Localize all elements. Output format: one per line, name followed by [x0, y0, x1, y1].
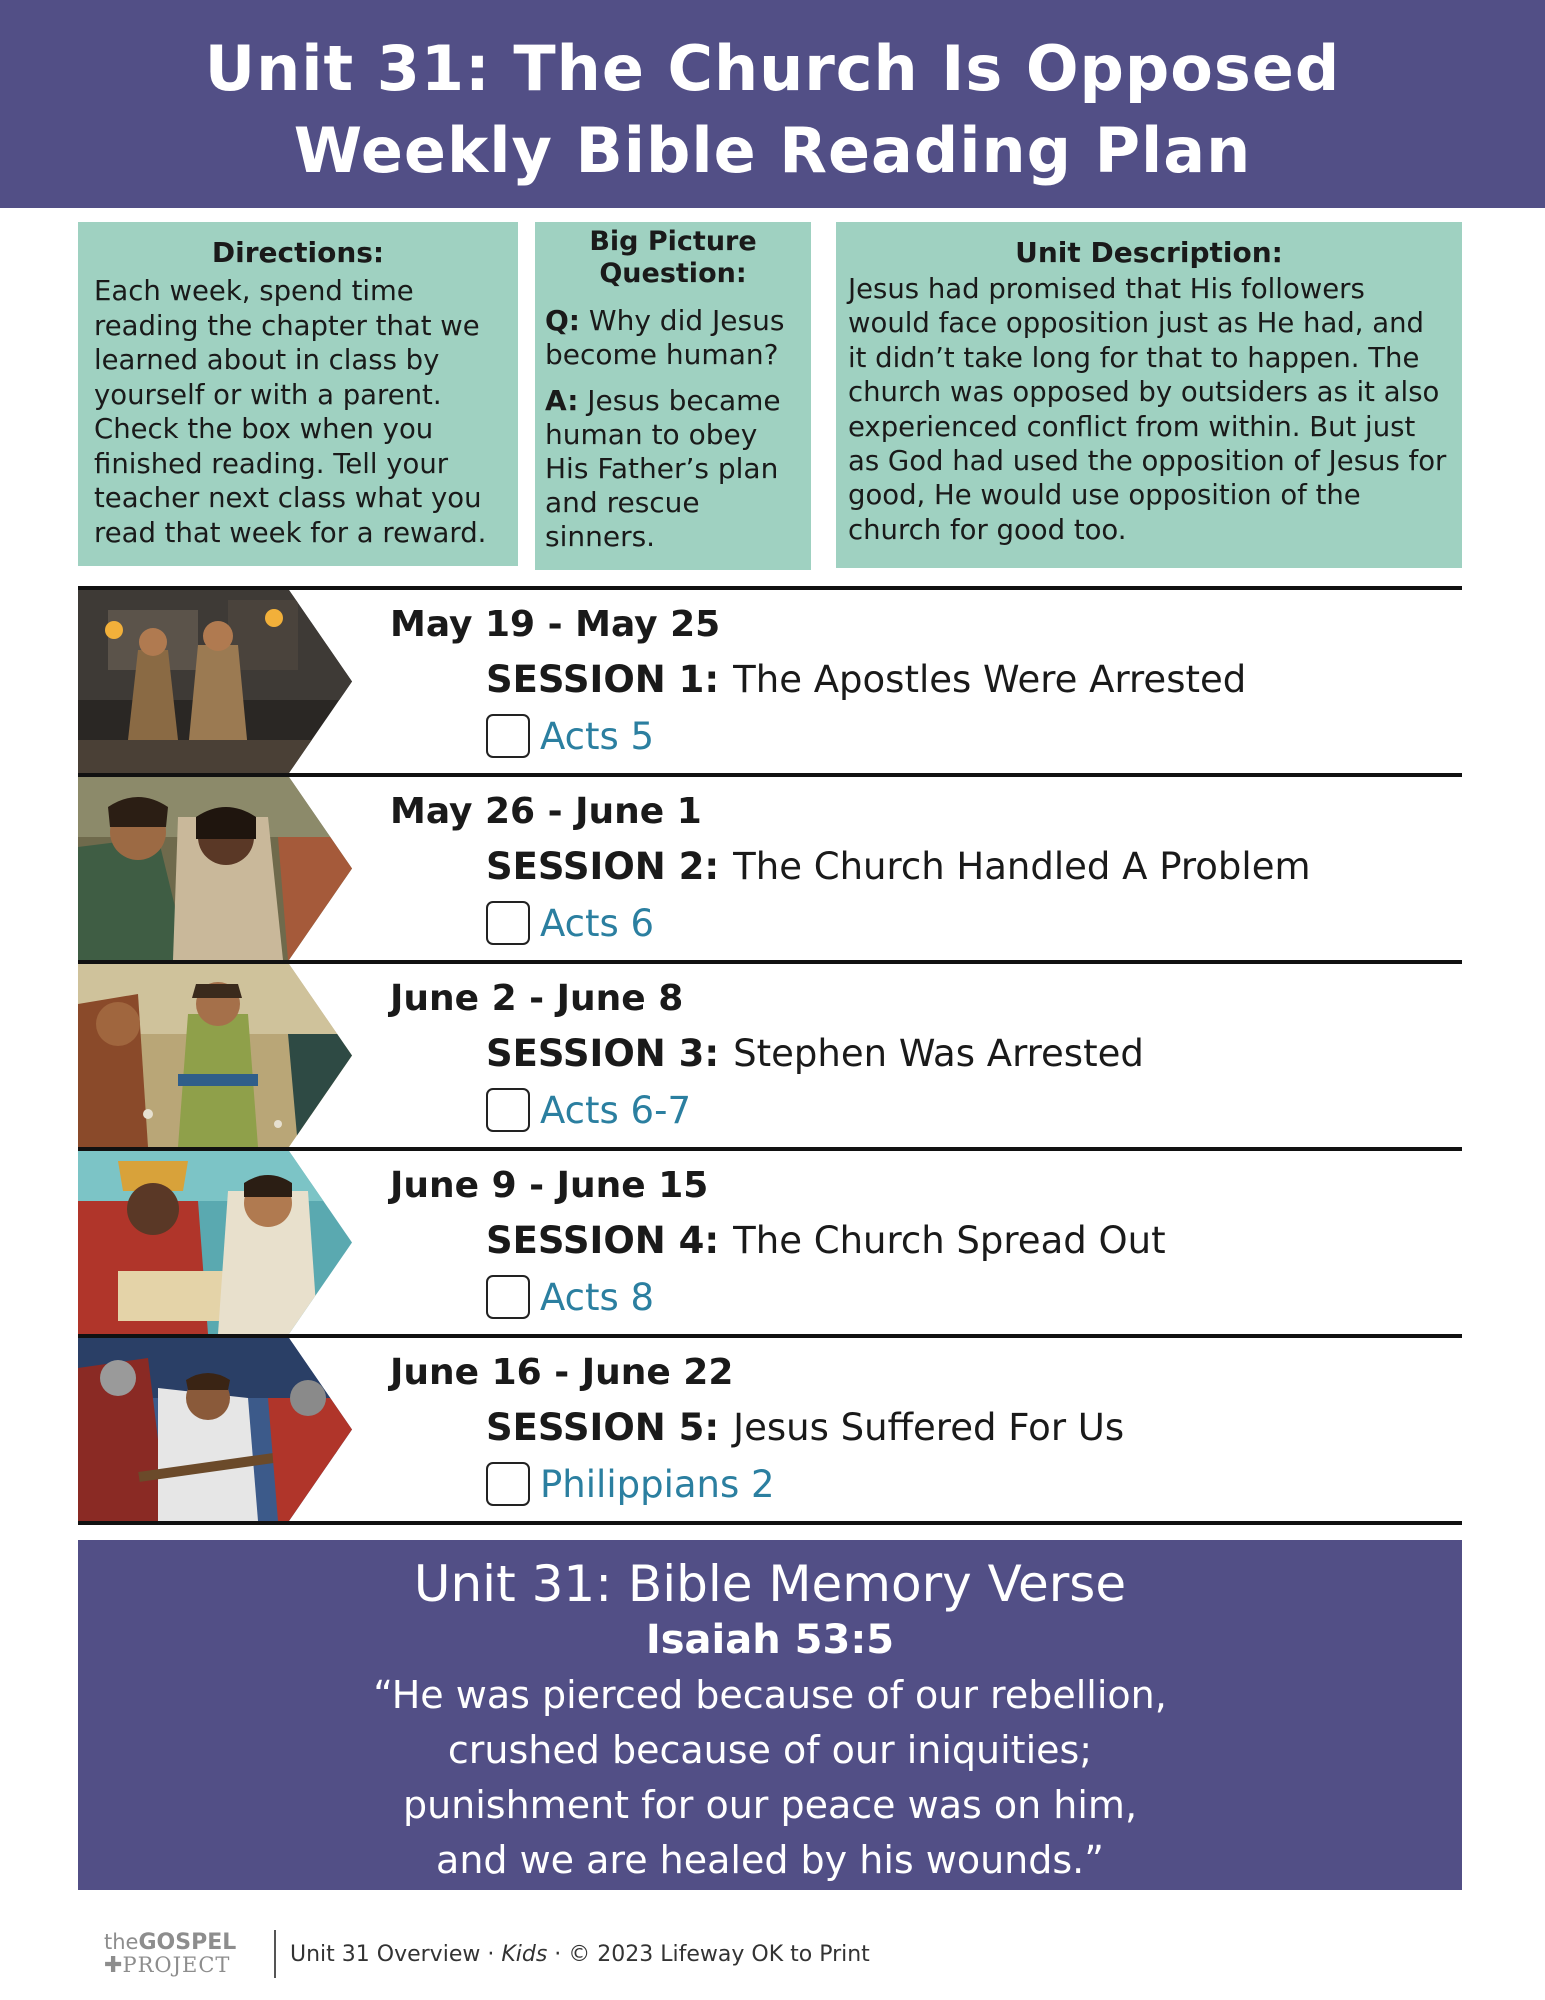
- page-subtitle: Weekly Bible Reading Plan: [293, 114, 1252, 187]
- unit-description-text: Jesus had promised that His followers would face opposition just as He had, and it didn’t take long for that to happen. The church was opposed by outsiders as it also experienced conflict from within. But just as God had used the opposition of Jesus for good, He would use opposition of the church for good too.: [848, 273, 1447, 546]
- footer-text: [290, 1942, 870, 1967]
- session-dates: June 16 - June 22: [390, 1352, 734, 1393]
- directions-title: Directions:: [211, 236, 385, 269]
- question-text: Why did Jesus become human?: [545, 304, 785, 371]
- page-footer: [104, 1930, 870, 1978]
- verse-line: punishment for our peace was on him,: [402, 1783, 1138, 1827]
- session-list: [78, 586, 1462, 1525]
- big-picture-box: [535, 222, 811, 570]
- stephen-arrested-illustration: [78, 964, 352, 1147]
- session-dates: June 9 - June 15: [390, 1165, 709, 1206]
- footer-unit-text: Unit 31 Overview ·: [290, 1941, 502, 1967]
- verse-line: crushed because of our iniquities;: [447, 1728, 1093, 1772]
- memory-verse-box: [78, 1540, 1462, 1890]
- big-picture-answer: [545, 384, 801, 554]
- session-row: [78, 1334, 1462, 1525]
- scripture-reference[interactable]: Acts 5: [540, 714, 655, 758]
- scripture-reference[interactable]: Philippians 2: [540, 1462, 775, 1506]
- session-row: [78, 960, 1462, 1147]
- session-title: The Church Handled A Problem: [733, 845, 1311, 888]
- reading-checkbox[interactable]: [486, 1462, 530, 1506]
- session-row: [78, 1147, 1462, 1334]
- scripture-reference[interactable]: Acts 6: [540, 901, 655, 945]
- scripture-reference[interactable]: Acts 8: [540, 1275, 655, 1319]
- big-picture-question: [545, 304, 801, 372]
- session-title: Stephen Was Arrested: [733, 1032, 1144, 1075]
- church-problem-illustration: [78, 777, 352, 960]
- reading-checkbox[interactable]: [486, 901, 530, 945]
- cross-icon: ✚: [104, 1953, 123, 1978]
- memory-verse-reference: Isaiah 53:5: [645, 1617, 895, 1663]
- answer-label: A:: [545, 384, 579, 417]
- page-header: [0, 0, 1545, 208]
- answer-text: Jesus became human to obey His Father’s plan and rescue sinners.: [545, 384, 781, 553]
- session-row: [78, 586, 1462, 773]
- session-dates: May 19 - May 25: [390, 604, 721, 645]
- directions-box: [78, 222, 518, 566]
- scripture-reference[interactable]: Acts 6-7: [540, 1088, 691, 1132]
- verse-line: “He was pierced because of our rebellion,: [373, 1673, 1167, 1717]
- verse-line: and we are healed by his wounds.”: [436, 1838, 1104, 1882]
- unit-description-box: [836, 222, 1462, 568]
- logo-project: PROJECT: [122, 1953, 231, 1977]
- session-title: The Apostles Were Arrested: [733, 658, 1247, 701]
- footer-copyright-text: · © 2023 Lifeway OK to Print: [547, 1941, 870, 1967]
- session-row: [78, 773, 1462, 960]
- session-label: SESSION 1:: [486, 658, 720, 701]
- session-label: SESSION 2:: [486, 845, 720, 888]
- reading-checkbox[interactable]: [486, 1275, 530, 1319]
- session-label: SESSION 3:: [486, 1032, 720, 1075]
- memory-verse-title: Unit 31: Bible Memory Verse: [413, 1555, 1127, 1613]
- apostles-arrested-illustration: [78, 590, 352, 773]
- logo-the: the: [104, 1930, 139, 1954]
- directions-text: Each week, spend time reading the chapter that we learned about in class by yourself or with a parent. Check the box when you finished reading. Tell your teacher next class what you read that week for a reward.: [94, 275, 487, 549]
- jesus-suffered-illustration: [78, 1338, 352, 1521]
- session-dates: May 26 - June 1: [390, 791, 702, 832]
- reading-checkbox[interactable]: [486, 714, 530, 758]
- church-spread-illustration: [78, 1151, 352, 1334]
- unit-description-title: Unit Description:: [1015, 236, 1283, 269]
- page-title: Unit 31: The Church Is Opposed: [204, 32, 1341, 105]
- session-label: SESSION 4:: [486, 1219, 720, 1262]
- footer-kids-text: Kids: [501, 1941, 548, 1967]
- session-label: SESSION 5:: [486, 1406, 720, 1449]
- session-dates: June 2 - June 8: [390, 978, 684, 1019]
- session-title: Jesus Suffered For Us: [733, 1406, 1125, 1449]
- reading-checkbox[interactable]: [486, 1088, 530, 1132]
- session-title: The Church Spread Out: [733, 1219, 1166, 1262]
- big-picture-title: Big Picture Question:: [589, 226, 757, 289]
- footer-divider: [274, 1930, 276, 1978]
- memory-verse-text: [78, 1668, 1462, 1888]
- gospel-project-logo: [104, 1931, 264, 1977]
- logo-gospel: GOSPEL: [138, 1930, 237, 1955]
- question-label: Q:: [545, 304, 580, 337]
